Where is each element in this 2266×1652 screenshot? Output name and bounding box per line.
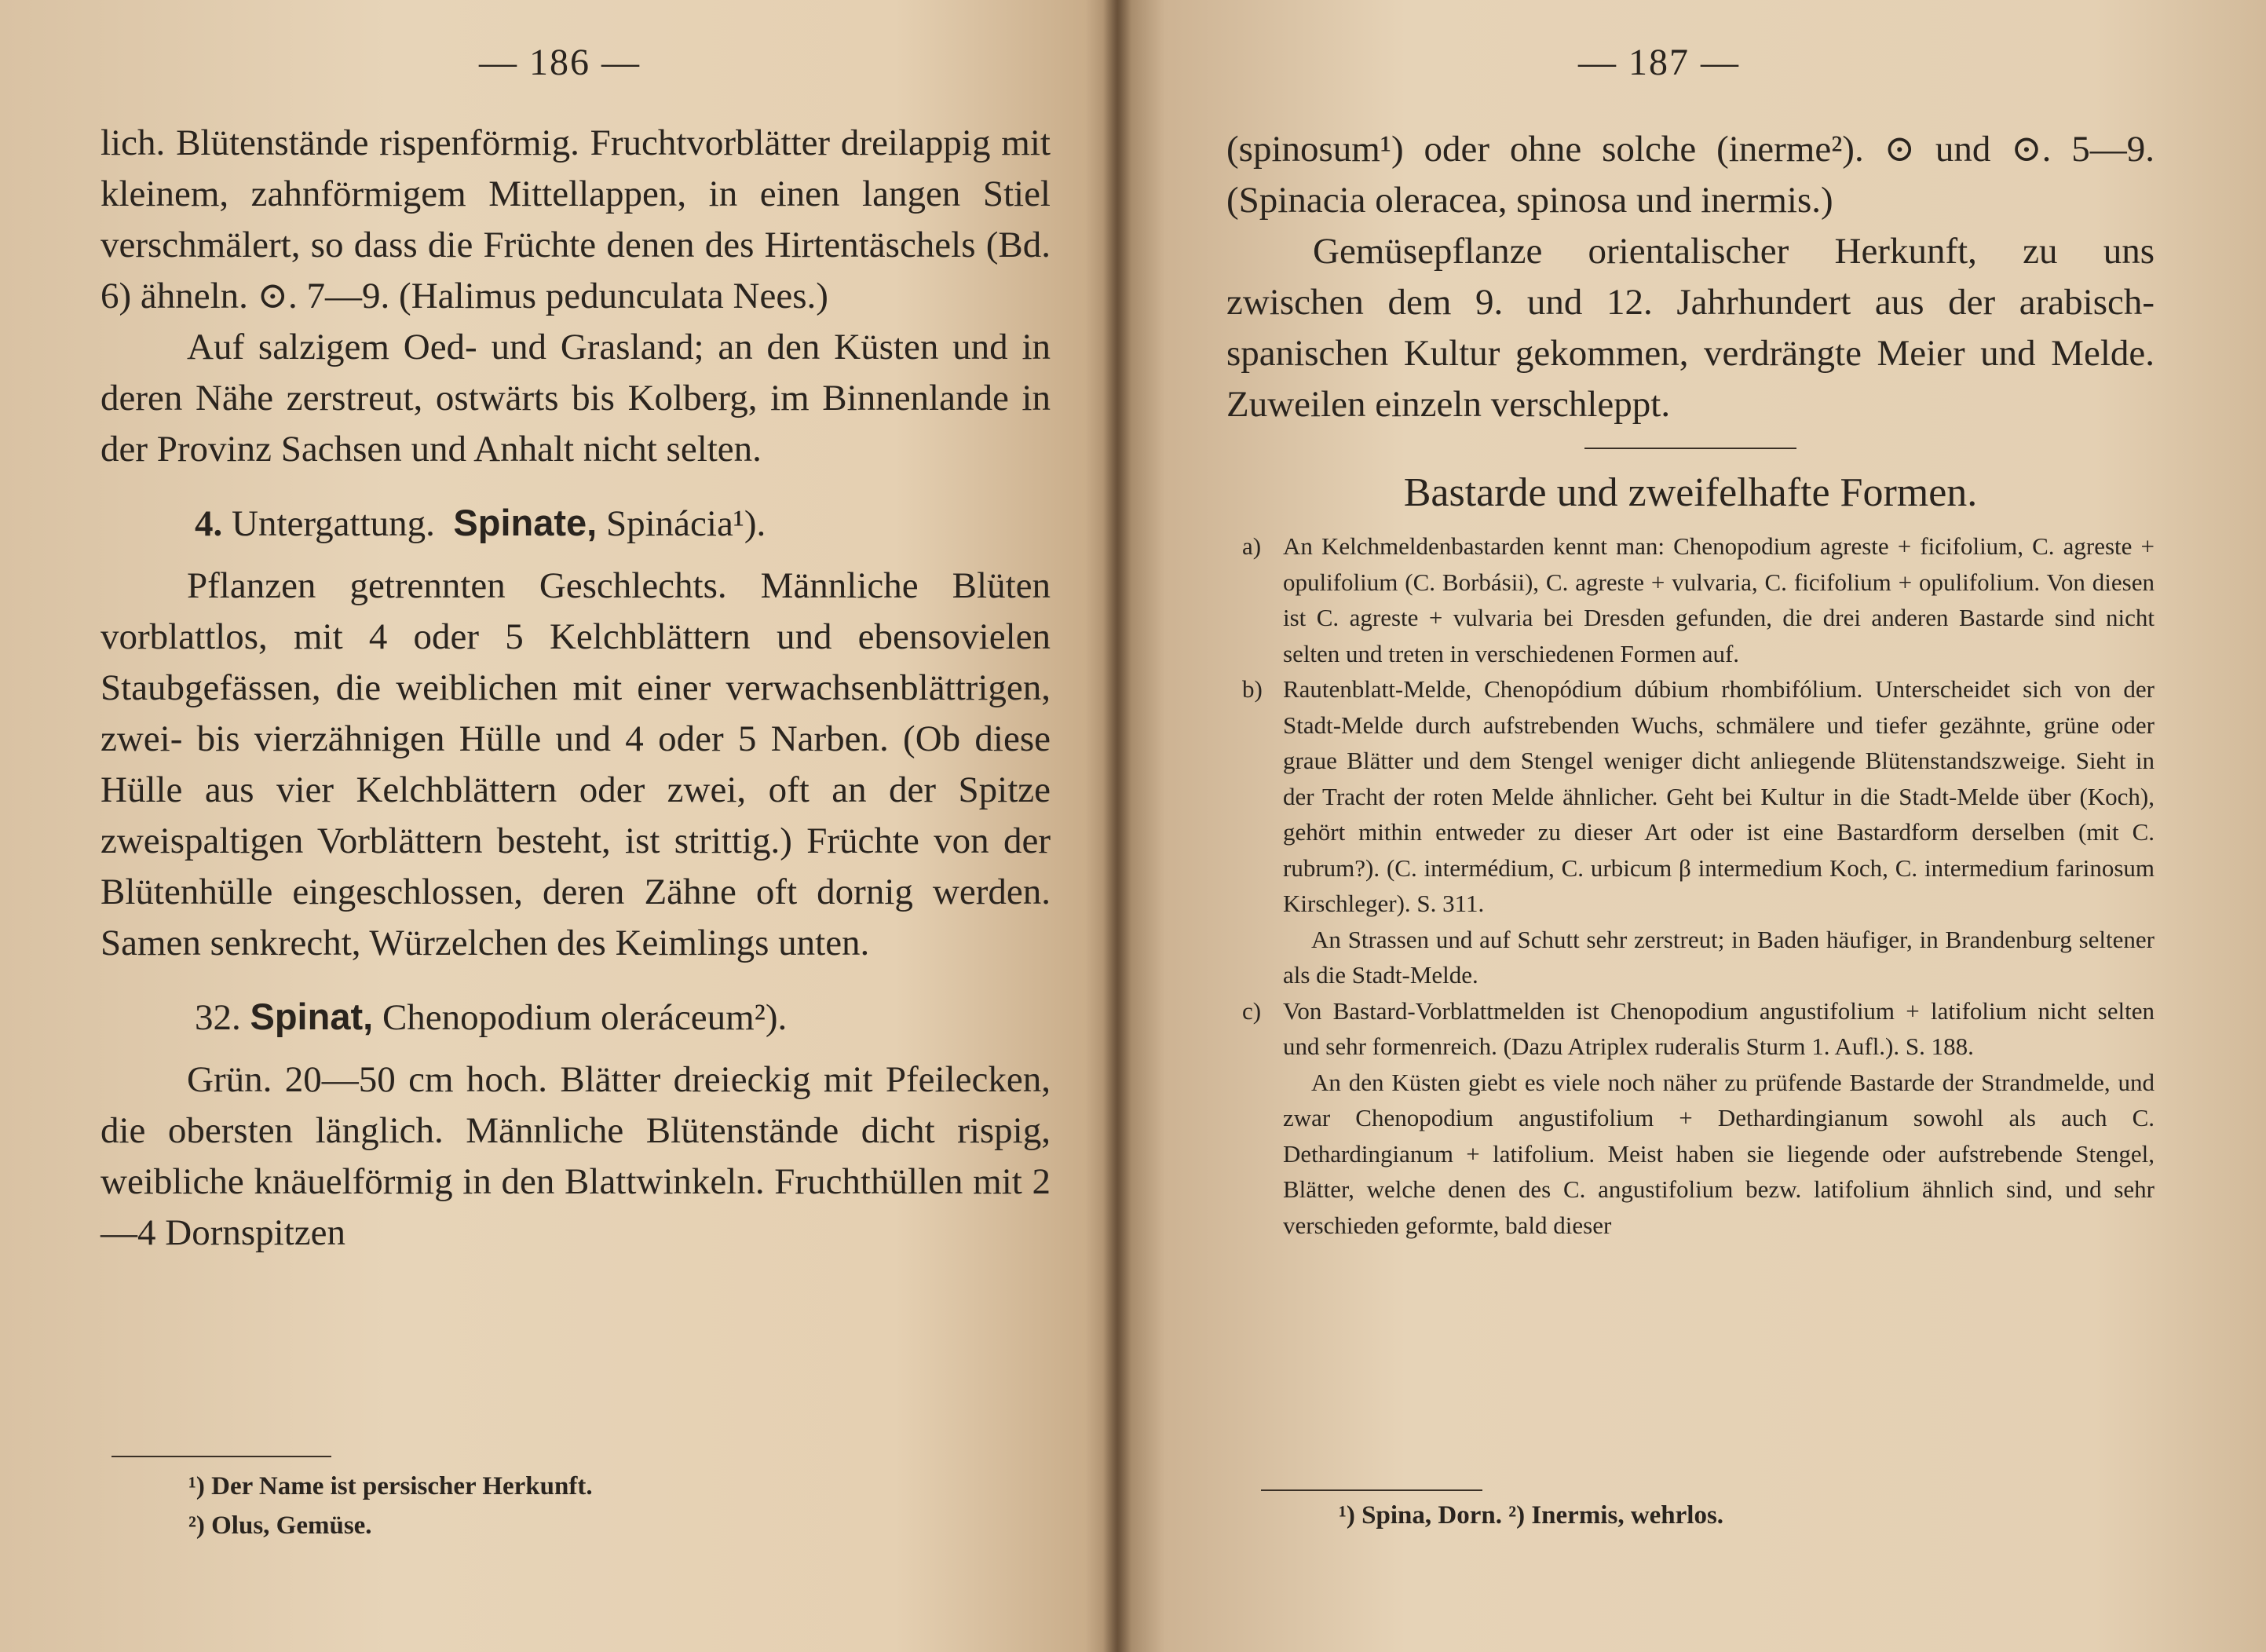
left-page: [0, 0, 1119, 1652]
subgenus-name: Spinate,: [453, 502, 598, 543]
right-page-body: [1226, 124, 2155, 1243]
species-number: 32.: [195, 997, 241, 1038]
subgenus-word: Untergattung.: [232, 503, 435, 544]
species-heading: [101, 991, 1051, 1043]
right-page: [1119, 0, 2266, 1652]
hybrid-list: [1226, 528, 2155, 1243]
species-latin: Chenopodium oleráceum²).: [382, 997, 788, 1038]
left-page-body: [101, 118, 1051, 1259]
paragraph: lich. Blütenstände rispenförmig. Fruchtvorblätter dreilappig mit kleinem, zahnförmigem Mittellappen, in einen langen Stiel verschmälert, so dass die Früchte denen des Hirtentäschels (Bd. 6) ähneln. ⊙. 7—9. (Halimus pedunculata Nees.): [101, 122, 1051, 316]
item-text: Rautenblatt-Melde, Chenopódium dúbium rhombifólium. Unterscheidet sich von der Stadt-Melde durch aufstrebenden Wuchs, schmälere und tiefer gezähnte, grüne oder graue Blätter und dem Stengel weniger dicht anliegende Blütenstandszweige. Sieht in der Tracht der roten Melde ähnlicher. Geht bei Kultur in die Stadt-Melde über (Koch), gehört mithin entweder zu dieser Art oder ist eine Bastardform derselben (mit C. rubrum?). (C. intermédium, C. urbicum β intermedium Koch, C. intermedium farinosum Kirschleger). S. 311.: [1283, 675, 2155, 917]
paragraph: Pflanzen getrennten Geschlechts. Männliche Blüten vorblattlos, mit 4 oder 5 Kelchblättern und ebensovielen Staubgefässen, die weiblichen mit einer verwachsenblättrigen, zwei- bis vierzähnigen Hülle und 4 oder 5 Narben. (Ob diese Hülle aus vier Kelchblättern oder zwei, oft an der Spitze zweispaltigen Vorblättern besteht, ist strittig.) Früchte von der Blütenhülle eingeschlossen, deren Zähne oft dornig werden. Samen senkrecht, Würzelchen des Keimlings unten.: [101, 565, 1051, 963]
paragraph: Grün. 20—50 cm hoch. Blätter dreieckig mit Pfeilecken, die obersten länglich. Männliche Blütenstände dicht rispig, weibliche knäuelförmig in den Blattwinkeln. Fruchthüllen mit 2—4 Dornspitzen: [101, 1059, 1051, 1253]
page-number: — 187 —: [1578, 42, 1740, 83]
subgenus-heading: [101, 497, 1051, 550]
footnote: ²) Olus, Gemüse.: [188, 1511, 372, 1540]
section-title: Bastarde und zweifelhafte Formen.: [1403, 470, 1978, 515]
item-label: b): [1242, 675, 1263, 703]
page-number: — 186 —: [479, 42, 641, 83]
paragraph: (spinosum¹) oder ohne solche (inerme²). ⊙ und ⊙. 5—9. (Spinacia oleracea, spinosa und inermis.): [1226, 129, 2155, 221]
paragraph: Gemüsepflanze orientalischer Herkunft, zu uns zwischen dem 9. und 12. Jahrhundert aus der arabisch-spanischen Kultur gekommen, verdrängte Meier und Melde. Zuweilen einzeln verschleppt.: [1226, 231, 2155, 425]
footnote: ¹) Der Name ist persischer Herkunft.: [188, 1472, 593, 1500]
item-text: An Kelchmeldenbastarden kennt man: Chenopodium agreste + ficifolium, C. agreste + opulifolium (C. Borbásii), C. agreste + vulvaria, C. ficifolium + opulifolium. Von diesen ist C. agreste + vulvaria bei Dresden gefunden, die drei anderen Bastarde sind nicht selten und treten in verschiedenen Formen auf.: [1283, 532, 2155, 667]
list-item: [1226, 993, 2155, 1065]
list-item: [1226, 528, 2155, 671]
species-name: Spinat,: [250, 996, 374, 1037]
item-label: c): [1242, 996, 1262, 1025]
item-label: a): [1242, 532, 1262, 560]
list-item: [1226, 671, 2155, 922]
paragraph: Auf salzigem Oed- und Grasland; an den Küsten und in deren Nähe zerstreut, ostwärts bis Kolberg, im Binnenlande in der Provinz Sachsen und Anhalt nicht selten.: [101, 327, 1051, 470]
item-subparagraph: An den Küsten giebt es viele noch näher zu prüfende Bastarde der Strandmelde, und zwar Chenopodium angustifolium + Dethardingianum sowohl als auch C. Dethardingianum + latifolium. Meist haben sie liegende oder aufstrebende Stengel, Blätter, welche denen des C. angustifolium bezw. latifolium ähnlich sind, und sehr verschieden geformte, bald dieser: [1283, 1068, 2155, 1239]
subgenus-number: 4.: [195, 503, 223, 544]
item-text: Von Bastard-Vorblattmelden ist Chenopodium angustifolium + latifolium nicht selten und sehr formenreich. (Dazu Atriplex ruderalis Sturm 1. Aufl.). S. 188.: [1283, 996, 2155, 1060]
footnote: ¹) Spina, Dorn. ²) Inermis, wehrlos.: [1339, 1501, 1724, 1530]
footnote-rule: [1261, 1489, 1482, 1491]
book-gutter: [1103, 0, 1131, 1652]
item-subparagraph: An Strassen und auf Schutt sehr zerstreut; in Baden häufiger, in Brandenburg seltener als die Stadt-Melde.: [1283, 925, 2155, 989]
section-rule: [1584, 448, 1796, 449]
footnotes: [1339, 1496, 1723, 1535]
footnotes: [188, 1467, 593, 1545]
subgenus-latin: Spinácia¹).: [605, 503, 766, 544]
footnote-rule: [111, 1456, 331, 1457]
